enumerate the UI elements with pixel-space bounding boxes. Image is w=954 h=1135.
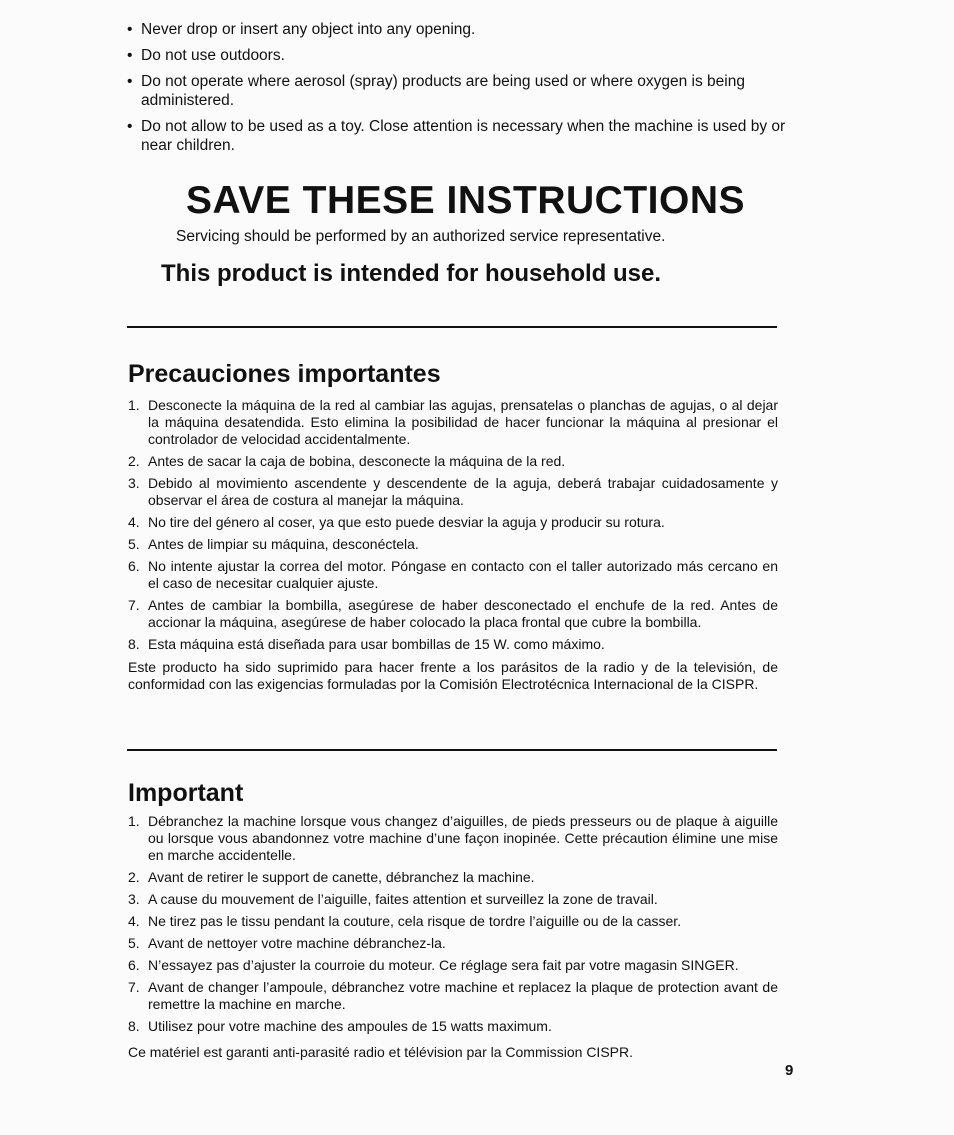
list-item <box>128 813 778 864</box>
item-number: 6. <box>128 957 140 973</box>
list-item <box>128 636 778 653</box>
item-text: A cause du mouvement de l’aiguille, faites attention et surveillez la zone de travail. <box>148 891 658 907</box>
item-text: Antes de cambiar la bombilla, asegúrese de haber desconectado el enchufe de la red. Antes de accionar la máquina, asegúrese de haber colocado la placa frontal que cubre la bombilla. <box>148 597 778 630</box>
safety-bullet-list <box>127 20 787 162</box>
list-item <box>128 558 778 592</box>
spanish-section-title: Precauciones importantes <box>128 360 441 388</box>
item-number: 1. <box>128 813 140 829</box>
page-number: 9 <box>785 1062 794 1079</box>
household-use-note: This product is intended for household use. <box>161 260 662 287</box>
list-item <box>128 891 778 908</box>
french-section-title: Important <box>128 779 244 807</box>
list-item <box>128 935 778 952</box>
item-number: 2. <box>128 453 140 469</box>
safety-bullet: • Do not use outdoors. <box>127 46 787 65</box>
item-text: Esta máquina está diseñada para usar bombillas de 15 W. como máximo. <box>148 636 605 652</box>
item-text: Debido al movimiento ascendente y descendente de la aguja, deberá trabajar cuidadosamente y observar el área de costura al manejar la máquina. <box>148 475 778 508</box>
item-text: Desconecte la máquina de la red al cambiar las agujas, prensatelas o planchas de agujas, o al dejar la máquina desatendida. Esto elimina la posibilidad de hacer funcionar la máquina al presionar el controlador de velocidad accidentalmente. <box>148 397 778 447</box>
french-closing-note: Ce matériel est garanti anti-parasité radio et télévision par la Commission CISPR. <box>128 1044 633 1060</box>
section-divider <box>127 749 777 751</box>
list-item <box>128 397 778 448</box>
list-item <box>128 1018 778 1035</box>
list-item <box>128 913 778 930</box>
item-text: Avant de nettoyer votre machine débranchez-la. <box>148 935 446 951</box>
item-text: Antes de sacar la caja de bobina, desconecte la máquina de la red. <box>148 453 566 469</box>
servicing-note: Servicing should be performed by an authorized service representative. <box>176 228 666 245</box>
list-item <box>128 514 778 531</box>
item-text: Avant de changer l’ampoule, débranchez votre machine et replacez la plaque de protection avant de remettre la machine en marche. <box>148 979 778 1012</box>
item-number: 5. <box>128 935 140 951</box>
spanish-precautions-list <box>128 397 778 658</box>
list-item <box>128 979 778 1013</box>
item-number: 5. <box>128 536 140 552</box>
item-number: 8. <box>128 636 140 652</box>
list-item <box>128 597 778 631</box>
item-text: Antes de limpiar su máquina, desconéctela. <box>148 536 419 552</box>
item-number: 7. <box>128 597 140 613</box>
item-text: Ne tirez pas le tissu pendant la couture, cela risque de tordre l’aiguille ou de la casser. <box>148 913 682 929</box>
safety-bullet: • Never drop or insert any object into any opening. <box>127 20 787 39</box>
list-item <box>128 475 778 509</box>
item-text: No intente ajustar la correa del motor. Póngase en contacto con el taller autorizado más cercano en el caso de necesitar cualquier ajuste. <box>148 558 778 591</box>
section-divider <box>127 326 777 328</box>
item-number: 3. <box>128 891 140 907</box>
safety-bullet: • Do not operate where aerosol (spray) products are being used or where oxygen is being administered. <box>127 72 787 110</box>
item-text: No tire del género al coser, ya que esto puede desviar la aguja y producir su rotura. <box>148 514 665 530</box>
item-number: 7. <box>128 979 140 995</box>
french-precautions-list <box>128 813 778 1040</box>
item-number: 2. <box>128 869 140 885</box>
item-text: Débranchez la machine lorsque vous changez d’aiguilles, de pieds presseurs ou de plaque à aiguille ou lorsque vous abandonnez votre machine d’une façon inopinée. Cette précaution élimine une mise en marche accidentelle. <box>148 813 778 863</box>
list-item <box>128 957 778 974</box>
item-text: Avant de retirer le support de canette, débranchez la machine. <box>148 869 535 885</box>
save-instructions-heading: SAVE THESE INSTRUCTIONS <box>186 179 746 222</box>
list-item <box>128 453 778 470</box>
list-item <box>128 869 778 886</box>
item-text: Utilisez pour votre machine des ampoules de 15 watts maximum. <box>148 1018 552 1034</box>
list-item <box>128 536 778 553</box>
item-number: 6. <box>128 558 140 574</box>
item-number: 4. <box>128 913 140 929</box>
item-number: 3. <box>128 475 140 491</box>
safety-bullet: • Do not allow to be used as a toy. Close attention is necessary when the machine is used by or near children. <box>127 117 787 155</box>
item-number: 8. <box>128 1018 140 1034</box>
item-number: 4. <box>128 514 140 530</box>
item-text: N’essayez pas d’ajuster la courroie du moteur. Ce réglage sera fait par votre magasin SINGER. <box>148 957 739 973</box>
spanish-closing-note: Este producto ha sido suprimido para hacer frente a los parásitos de la radio y de la televisión, de conformidad con las exigencias formuladas por la Comisión Electrotécnica Internacional de la CISPR. <box>128 659 778 692</box>
item-number: 1. <box>128 397 140 413</box>
